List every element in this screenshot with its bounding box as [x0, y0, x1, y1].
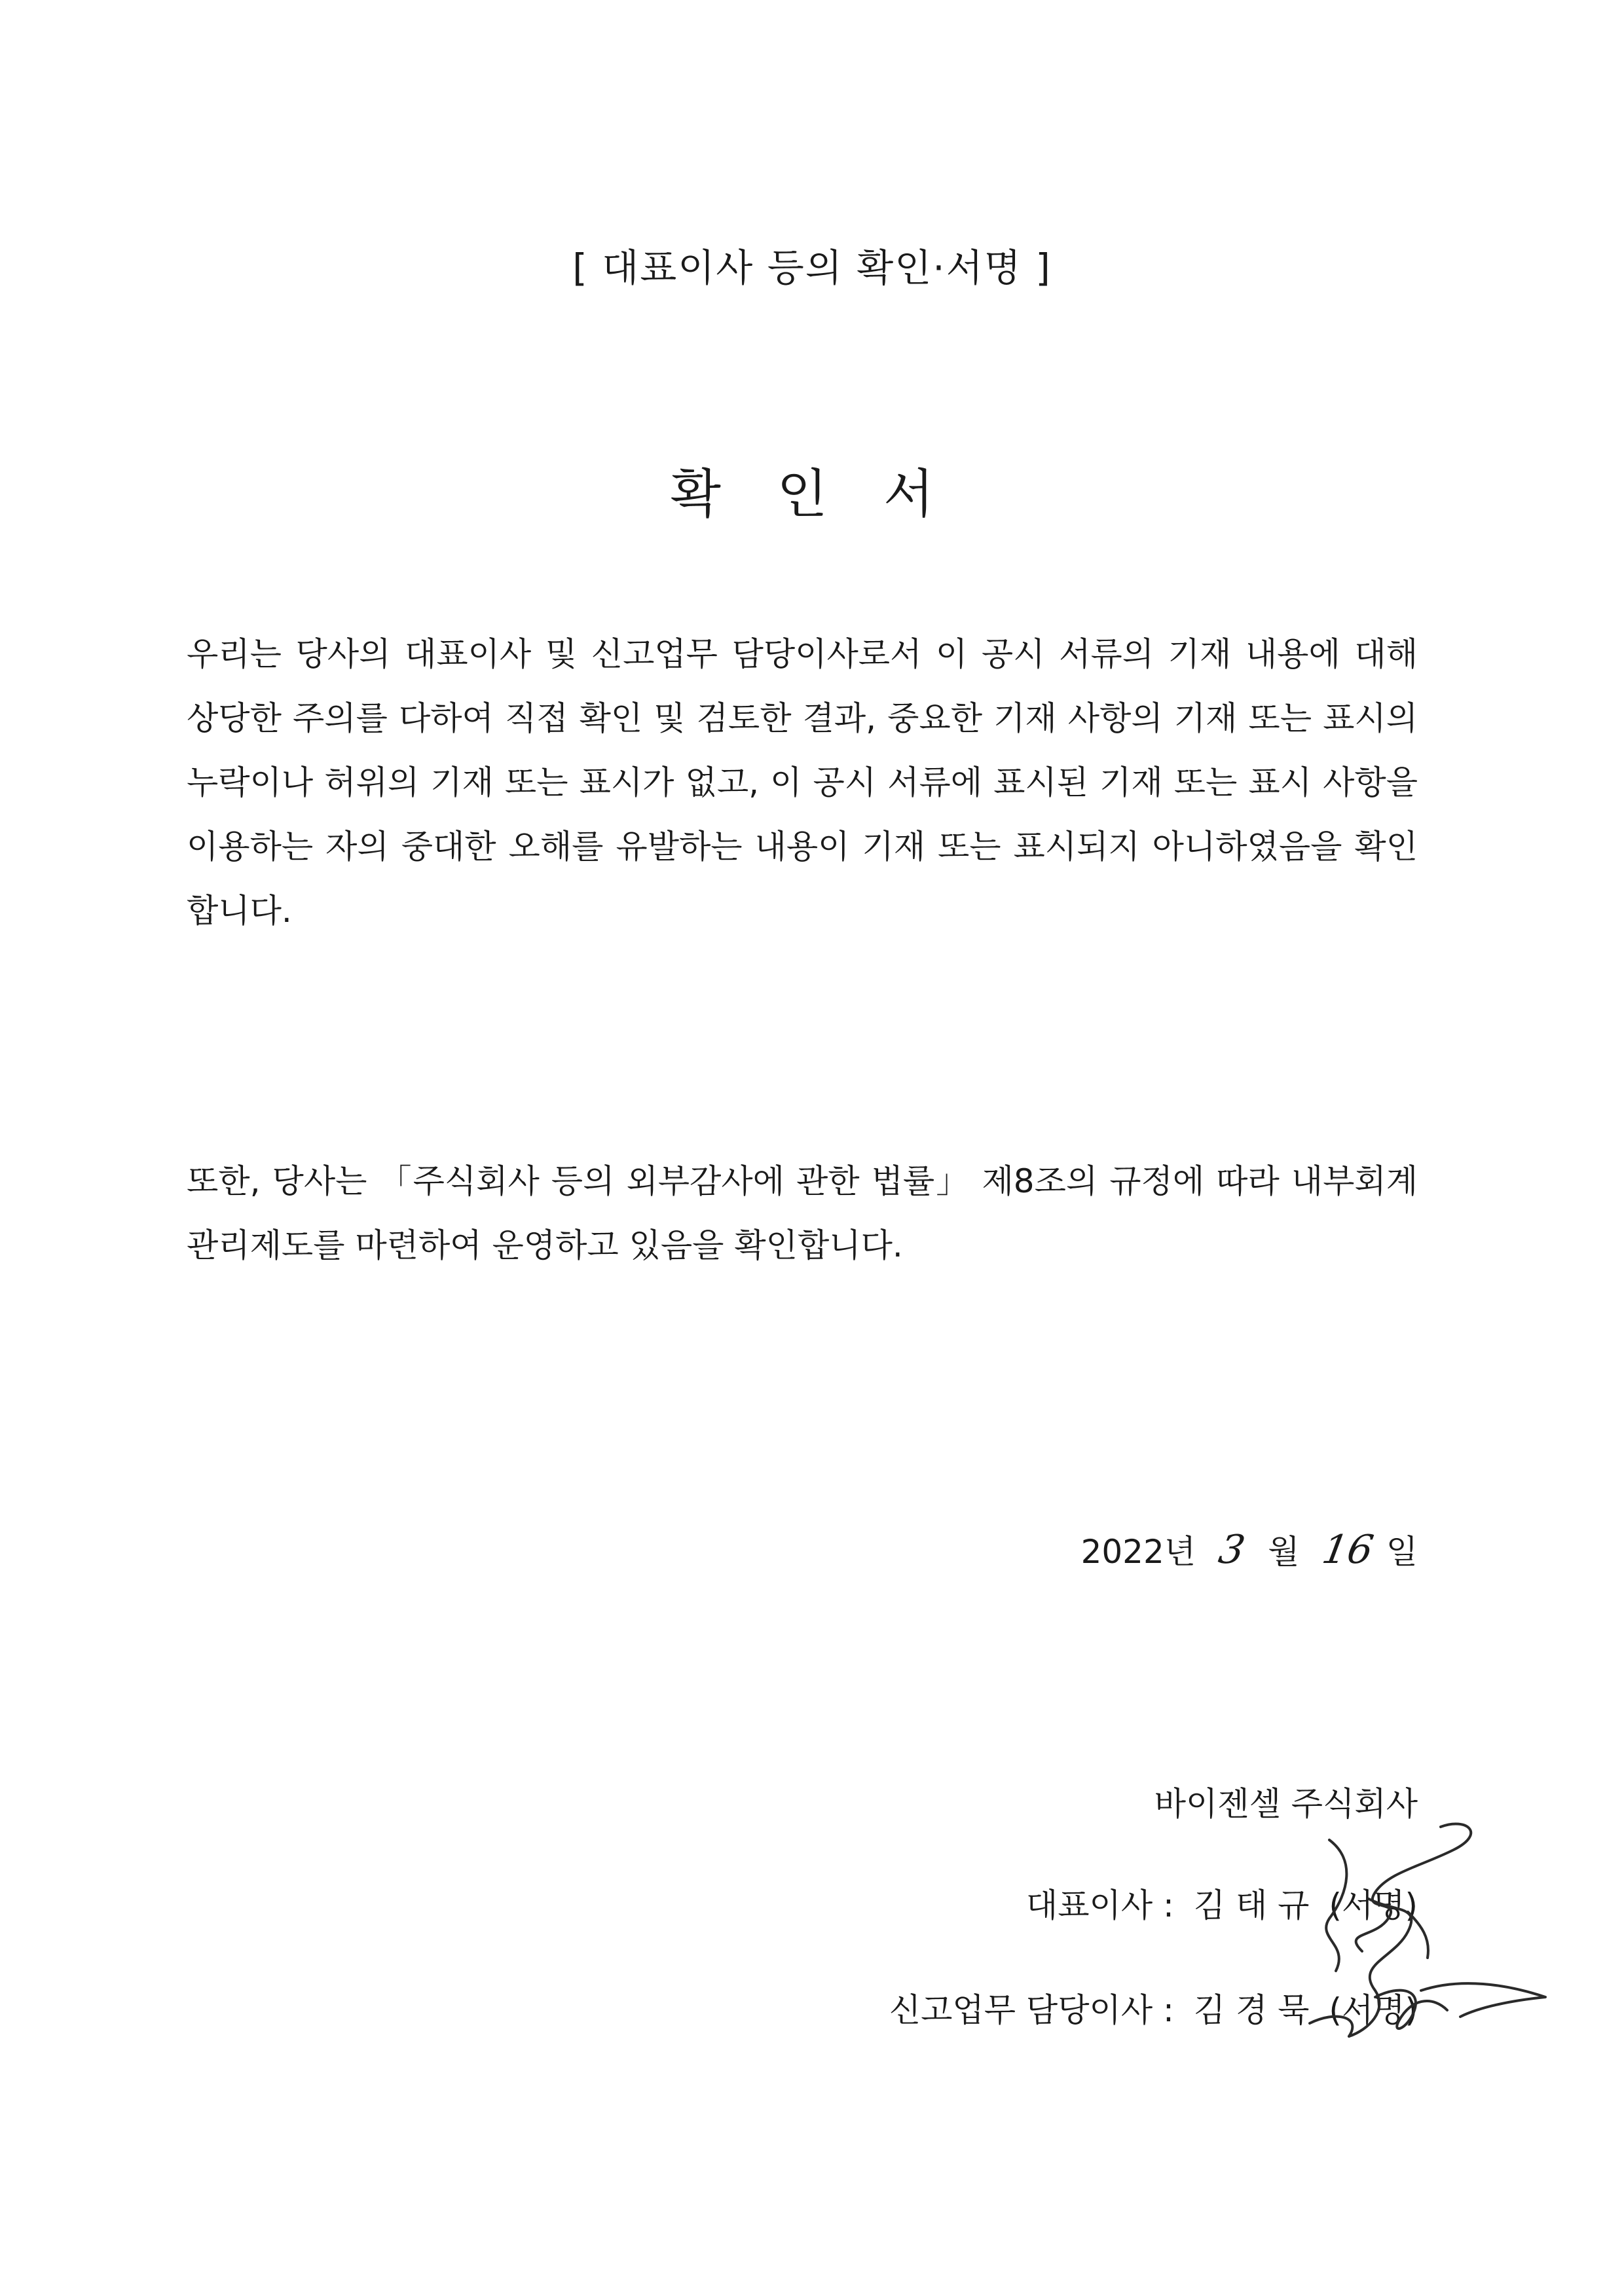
date-month-label: 월 — [1268, 1533, 1300, 1571]
page-title: 확 인 서 — [670, 464, 954, 524]
date-month-handwritten: 3 — [1215, 1527, 1249, 1573]
handwritten-signature-icon — [1290, 1820, 1565, 2069]
ceo-role: 대표이사 : — [1025, 1886, 1174, 1924]
date-day-handwritten: 16 — [1319, 1527, 1377, 1573]
company-name: 바이젠셀 주식회사 — [1154, 1785, 1418, 1823]
section-header: [ 대표이사 등의 확인·서명 ] — [572, 246, 1052, 290]
ceo-name: 김 태 규 — [1193, 1886, 1310, 1924]
officer-sign-label: (서명) — [1329, 1991, 1418, 2029]
date-day-label: 일 — [1386, 1533, 1418, 1571]
internal-control-paragraph: 또한, 당사는 「주식회사 등의 외부감사에 관한 법률」 제8조의 규정에 따라 내부회계관리제도를 마련하여 운영하고 있음을 확인합니다. — [187, 1162, 1418, 1264]
officer-name: 김 경 묵 — [1193, 1991, 1310, 2029]
date-year: 2022년 — [1080, 1533, 1196, 1571]
ceo-sign-label: (서명) — [1329, 1886, 1418, 1924]
date-line — [1081, 1526, 1418, 1573]
confirmation-paragraph: 우리는 당사의 대표이사 및 신고업무 담당이사로서 이 공시 서류의 기재 내용에 대해 상당한 주의를 다하여 직접 확인 및 검토한 결과, 중요한 기재 사항의 기재 또는 표시의 누락이나 허위의 기재 또는 표시가 없고, 이 공시 서류에 표시된 기재 또는 표시 사항을 이용하는 자의 중대한 오해를 유발하는 내용이 기재 또는 표시되지 아니하였음을 확인합니다. — [187, 635, 1418, 930]
officer-role: 신고업무 담당이사 : — [889, 1991, 1174, 2029]
